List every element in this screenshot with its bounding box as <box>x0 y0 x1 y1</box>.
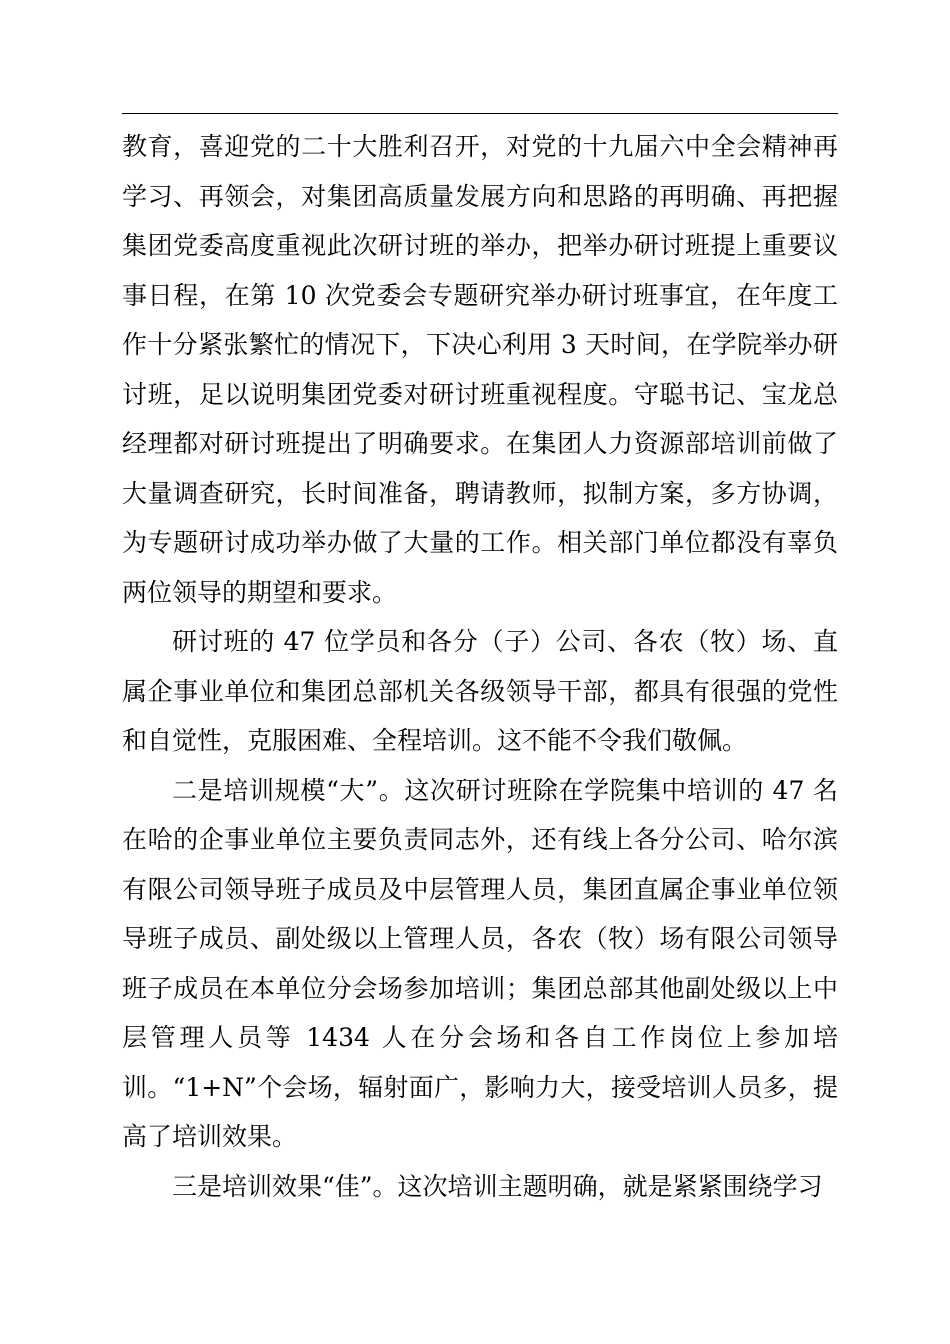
paragraph-3: 二是培训规模“大”。这次研讨班除在学院集中培训的 47 名在哈的企事业单位主要负责同志外，还有线上各分公司、哈尔滨有限公司领导班子成员及中层管理人员，集团直属企事业单位领导班子成员、副处级以上管理人员，各农（牧）场有限公司领导班子成员在本单位分会场参加培训；集团总部其他副处级以上中层管理人员等 1434 人在分会场和各自工作岗位上参加培训。“1+N”个会场，辐射面广，影响力大，接受培训人员多，提高了培训效果。 <box>122 775 838 1151</box>
paragraph-4: 三是培训效果“佳”。这次培训主题明确，就是紧紧围绕学习 <box>172 1171 823 1201</box>
header-rule <box>122 113 838 114</box>
paragraph-1: 教育，喜迎党的二十大胜利召开，对党的十九届六中全会精神再学习、再领会，对集团高质量发展方向和思路的再明确、再把握集团党委高度重视此次研讨班的举办，把举办研讨班提上重要议事日程，在第 10 次党委会专题研究举办研讨班事宜，在年度工作十分紧张繁忙的情况下，下决心利用 3 天时间，在学院举办研讨班，足以说明集团党委对研讨班重视程度。守聪书记、宝龙总经理都对研讨班提出了明确要求。在集团人力资源部培训前做了大量调查研究，长时间准备，聘请教师，拟制方案，多方协调，为专题研讨成功举办做了大量的工作。相关部门单位都没有辜负两位领导的期望和要求。 <box>122 132 838 607</box>
paragraph-2: 研讨班的 47 位学员和各分（子）公司、各农（牧）场、直属企事业单位和集团总部机关各级领导干部，都具有很强的党性和自觉性，克服困难、全程培训。这不能不令我们敬佩。 <box>122 627 838 755</box>
document-body <box>122 122 838 1211</box>
